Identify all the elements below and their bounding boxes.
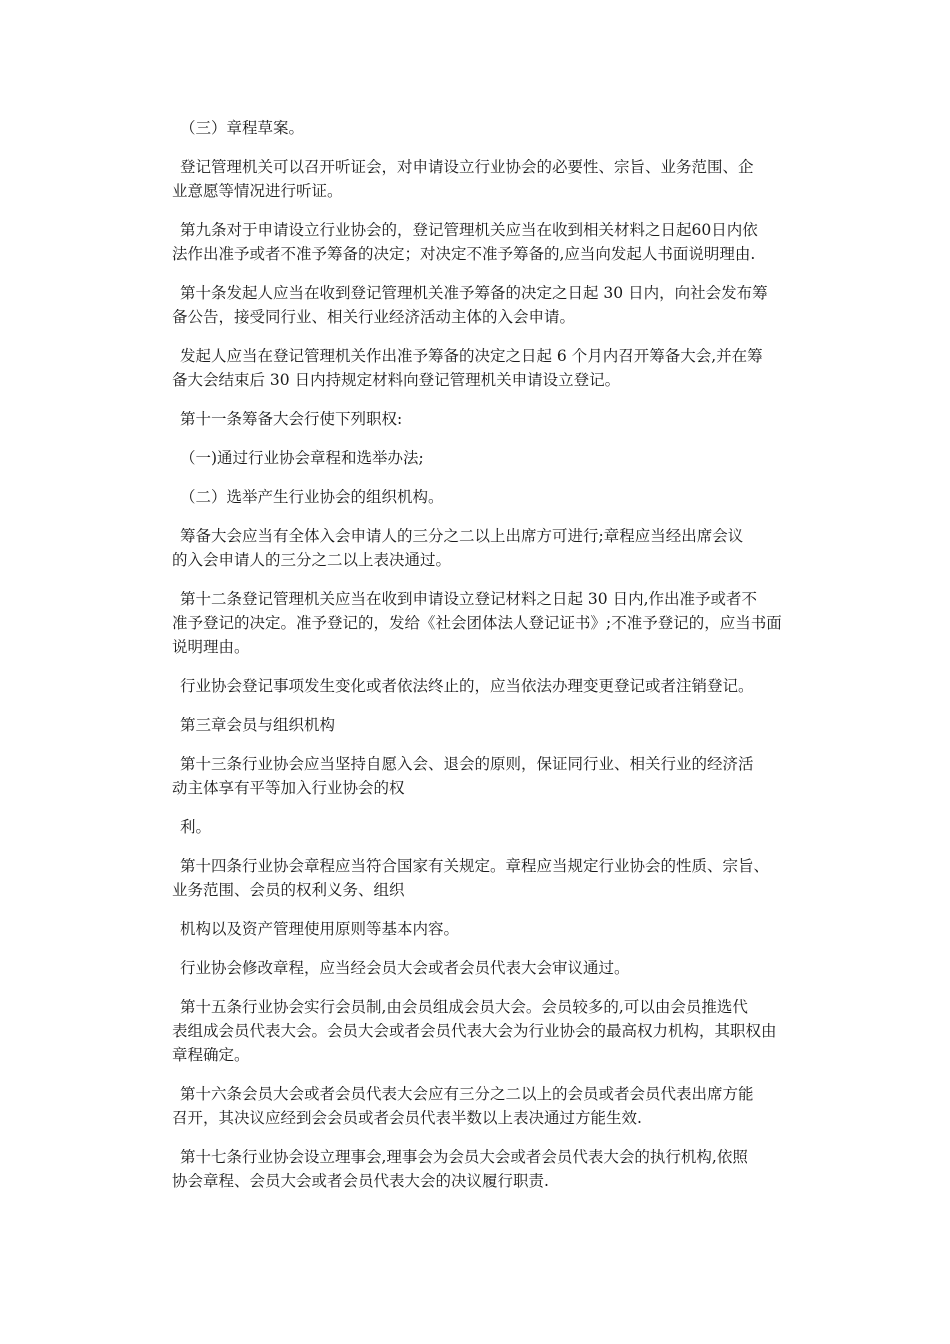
paragraph-line: 第十五条行业协会实行会员制,由会员组成会员大会。会员较多的,可以由会员推选代 bbox=[180, 998, 748, 1016]
paragraph-line: 行业协会修改章程，应当经会员大会或者会员代表大会审议通过。 bbox=[180, 959, 630, 977]
paragraph-line: （三）章程草案。 bbox=[180, 119, 305, 137]
paragraph-line: 动主体享有平等加入行业协会的权 bbox=[172, 779, 405, 797]
paragraph bbox=[172, 407, 804, 431]
paragraph bbox=[172, 524, 804, 572]
paragraph-line: 章程确定。 bbox=[172, 1046, 250, 1064]
paragraph bbox=[172, 917, 804, 941]
paragraph bbox=[172, 674, 804, 698]
paragraph-line: 发起人应当在登记管理机关作出准予筹备的决定之日起 6 个月内召开筹备大会,并在筹 bbox=[180, 347, 763, 365]
paragraph bbox=[172, 995, 804, 1067]
paragraph bbox=[172, 854, 804, 902]
paragraph-line: 业意愿等情况进行听证。 bbox=[172, 182, 343, 200]
paragraph-line: 第十六条会员大会或者会员代表大会应有三分之二以上的会员或者会员代表出席方能 bbox=[180, 1085, 754, 1103]
paragraph-line: 机构以及资产管理使用原则等基本内容。 bbox=[180, 920, 460, 938]
paragraph bbox=[172, 485, 804, 509]
paragraph-line: 第十七条行业协会设立理事会,理事会为会员大会或者会员代表大会的执行机构,依照 bbox=[180, 1148, 748, 1166]
paragraph bbox=[172, 344, 804, 392]
paragraph bbox=[172, 281, 804, 329]
paragraph-line: 第十四条行业协会章程应当符合国家有关规定。章程应当规定行业协会的性质、宗旨、 bbox=[180, 857, 770, 875]
paragraph-line: 第十一条筹备大会行使下列职权: bbox=[180, 410, 403, 428]
paragraph-line: 第十条发起人应当在收到登记管理机关准予筹备的决定之日起 30 日内，向社会发布筹 bbox=[180, 284, 768, 302]
paragraph-line: 召开，其决议应经到会会员或者会员代表半数以上表决通过方能生效. bbox=[172, 1109, 642, 1127]
paragraph-line: 行业协会登记事项发生变化或者依法终止的，应当依法办理变更登记或者注销登记。 bbox=[180, 677, 754, 695]
paragraph bbox=[172, 713, 804, 737]
paragraph-line: 备大会结束后 30 日内持规定材料向登记管理机关申请设立登记。 bbox=[172, 371, 621, 389]
paragraph-line: 的入会申请人的三分之二以上表决通过。 bbox=[172, 551, 452, 569]
paragraph-line: 表组成会员代表大会。会员大会或者会员代表大会为行业协会的最高权力机构，其职权由 bbox=[172, 1022, 777, 1040]
paragraph-line: 登记管理机关可以召开听证会，对申请设立行业协会的必要性、宗旨、业务范围、企 bbox=[180, 158, 754, 176]
paragraph-line: 第九条对于申请设立行业协会的，登记管理机关应当在收到相关材料之日起60日内依 bbox=[180, 221, 758, 239]
paragraph bbox=[172, 587, 804, 659]
paragraph-line: 说明理由。 bbox=[172, 638, 250, 656]
paragraph bbox=[172, 1082, 804, 1130]
paragraph-line: 利。 bbox=[180, 818, 212, 836]
paragraph-line: 备公告，接受同行业、相关行业经济活动主体的入会申请。 bbox=[172, 308, 576, 326]
document-body bbox=[172, 116, 804, 1208]
paragraph bbox=[172, 218, 804, 266]
paragraph bbox=[172, 446, 804, 470]
paragraph-line: 业务范围、会员的权利义务、组织 bbox=[172, 881, 405, 899]
paragraph bbox=[172, 155, 804, 203]
paragraph bbox=[172, 116, 804, 140]
paragraph-line: （二）选举产生行业协会的组织机构。 bbox=[180, 488, 444, 506]
paragraph-line: 法作出准予或者不准予筹备的决定；对决定不准予筹备的,应当向发起人书面说明理由. bbox=[172, 245, 756, 263]
paragraph-line: 第十三条行业协会应当坚持自愿入会、退会的原则，保证同行业、相关行业的经济活 bbox=[180, 755, 754, 773]
paragraph-line: 第十二条登记管理机关应当在收到申请设立登记材料之日起 30 日内,作出准予或者不 bbox=[180, 590, 758, 608]
paragraph bbox=[172, 1145, 804, 1193]
paragraph-line: 准予登记的决定。准予登记的，发给《社会团体法人登记证书》;不准予登记的，应当书面 bbox=[172, 614, 782, 632]
paragraph-line: 第三章会员与组织机构 bbox=[180, 716, 336, 734]
paragraph-line: 筹备大会应当有全体入会申请人的三分之二以上出席方可进行;章程应当经出席会议 bbox=[180, 527, 744, 545]
paragraph-line: （一)通过行业协会章程和选举办法; bbox=[180, 449, 424, 467]
paragraph bbox=[172, 815, 804, 839]
paragraph-line: 协会章程、会员大会或者会员代表大会的决议履行职责. bbox=[172, 1172, 549, 1190]
paragraph bbox=[172, 752, 804, 800]
paragraph bbox=[172, 956, 804, 980]
